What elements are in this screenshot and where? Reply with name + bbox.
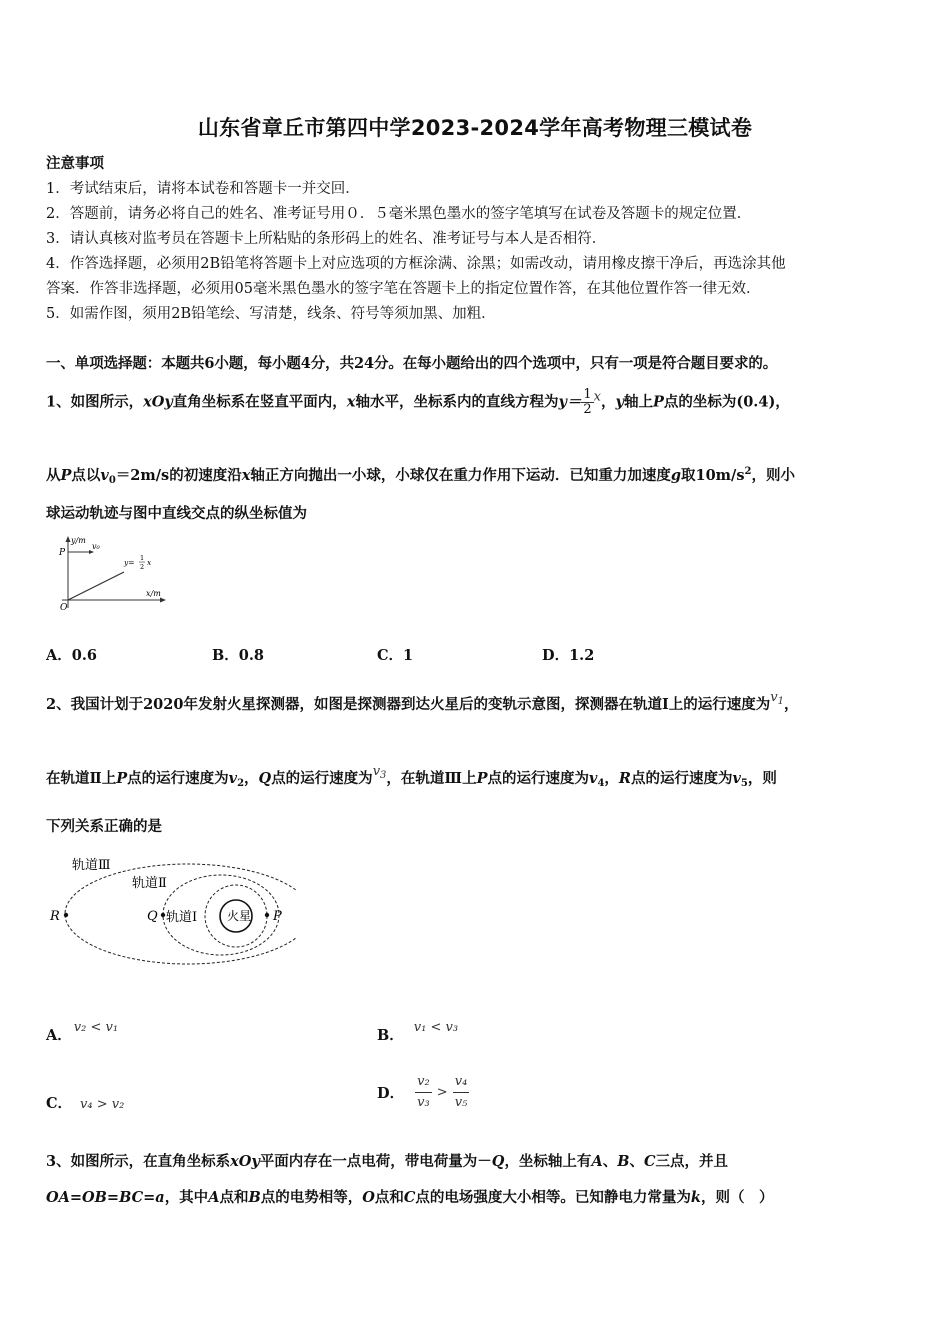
line-eq-x: x: [147, 558, 152, 567]
orbit-1-label: 轨道Ⅰ: [166, 910, 198, 925]
point-r: [64, 913, 68, 917]
question-3-line-1: 3、如图所示，在直角坐标系xOy平面内存在一点电荷，带电荷量为－Q，坐标轴上有A、B、C三点，并且: [46, 1153, 729, 1170]
line-eq-den: 2: [140, 563, 145, 571]
fraction-v4-v5: $\frac{\text{v₄}}{\text{v₅}}$: [454, 1074, 468, 1110]
fraction-v2-v3: $\frac{\text{v₂}}{\text{v₃}}$: [417, 1074, 430, 1110]
q2-option-a-expr: v₂ < v₁: [73, 1020, 119, 1035]
question-1-line-1: 1、如图所示，xOy直角坐标系在竖直平面内，x轴水平，坐标系内的直线方程为y＝ $\frac{1}{2}$ x，y轴上P点的坐标为(0.4)，: [46, 387, 790, 417]
line-eq-num: 1: [140, 554, 145, 562]
note-item: 1．考试结束后，请将本试卷和答题卡一并交回．: [46, 181, 360, 197]
q2-option-d[interactable]: D． $\frac{\text{v₂}}{\text{v₃}}$ > $\frac{\text{v₄}}{\text{v₅}}$: [377, 1072, 469, 1113]
mars-label: 火星: [227, 909, 252, 923]
option-d[interactable]: D．1.2: [542, 647, 595, 664]
page-title: 山东省章丘市第四中学2023-2024学年高考物理三模试卷: [197, 116, 753, 140]
note-item: 答案．作答非选择题，必须用05毫米黑色墨水的签字笔在答题卡上的指定位置作答，在其他位置作答一律无效．: [46, 281, 761, 297]
question-3-line-2: OA=OB=BC=a，其中A点和B点的电势相等，O点和C点的电场强度大小相等。已知静电力常量为k，则（ ）: [46, 1189, 774, 1206]
line-y-half-x: [68, 572, 124, 600]
x-axis-arrow: [160, 598, 166, 603]
note-item: 3．请认真核对监考员在答题卡上所粘贴的条形码上的姓名、准考证号与本人是否相符．: [46, 231, 607, 247]
question-2-line-1: 2、我国计划于2020年发射火星探测器，如图是探测器到达火星后的变轨示意图，探测器在轨道Ⅰ上的运行速度为$v_1$，: [46, 690, 799, 713]
point-p-label: P: [59, 548, 66, 558]
question-1-line-3: 球运动轨迹与图中直线交点的纵坐标值为: [46, 505, 307, 522]
notes-heading: 注意事项: [46, 155, 104, 172]
p-label: P: [273, 909, 282, 924]
y-axis-label: y/m: [71, 536, 86, 545]
y-axis-arrow: [66, 536, 71, 542]
point-p: [265, 913, 269, 917]
orbit-figure: [46, 852, 296, 970]
x-axis-label: x/m: [146, 589, 161, 598]
q2-option-c[interactable]: C． v₄ > v₂: [46, 1095, 125, 1112]
line-eq-label: y=: [124, 558, 135, 567]
question-1-line-2: 从P点以$v_0=2m/s$的初速度沿x轴正方向抛出一小球，小球仅在重力作用下运动．已知重力加速度g取$10m/s^2$，则小: [46, 466, 795, 486]
option-b[interactable]: B．0.8: [212, 647, 264, 664]
option-c[interactable]: C．1: [377, 647, 414, 664]
v0-label: v₀: [92, 542, 100, 551]
point-q: [161, 913, 165, 917]
orbit-3-label: 轨道Ⅲ: [72, 858, 111, 873]
q2-option-b-expr: v₁ < v₃: [413, 1020, 459, 1035]
note-item: 2．答题前，请务必将自己的姓名、准考证号用０．５毫米黑色墨水的签字笔填写在试卷及答题卡的规定位置．: [46, 206, 752, 222]
q2-option-a[interactable]: A． v₂ < v₁: [46, 1020, 119, 1044]
q2-option-c-expr: v₄ > v₂: [80, 1097, 125, 1112]
q-label: Q: [147, 909, 158, 924]
question-2-line-2: 在轨道Ⅱ上P点的运行速度为$v_2$，Q点的运行速度为$v_3$，在轨道Ⅲ上P点的运行速度为$v_4$，R点的运行速度为$v_5$，则: [46, 764, 777, 789]
option-a[interactable]: A．0.6: [46, 647, 97, 664]
q2-option-b[interactable]: B． v₁ < v₃: [377, 1020, 459, 1044]
question-2-line-3: 下列关系正确的是: [46, 818, 162, 835]
note-item: 5．如需作图，须用2B铅笔绘、写清楚，线条、符号等须加黑、加粗．: [46, 306, 496, 322]
coordinate-figure: [54, 534, 172, 614]
r-label: R: [50, 909, 60, 924]
section-heading: 一、单项选择题：本题共6小题，每小题4分，共24分。在每小题给出的四个选项中，只有一项是符合题目要求的。: [46, 355, 778, 372]
fraction-one-half: $\frac{1}{2}$: [583, 387, 592, 417]
orbit-2-label: 轨道Ⅱ: [132, 876, 167, 891]
origin-label: O: [60, 603, 68, 613]
note-item: 4．作答选择题，必须用2B铅笔将答题卡上对应选项的方框涂满、涂黑；如需改动，请用橡皮擦干净后，再选涂其他: [46, 256, 786, 272]
